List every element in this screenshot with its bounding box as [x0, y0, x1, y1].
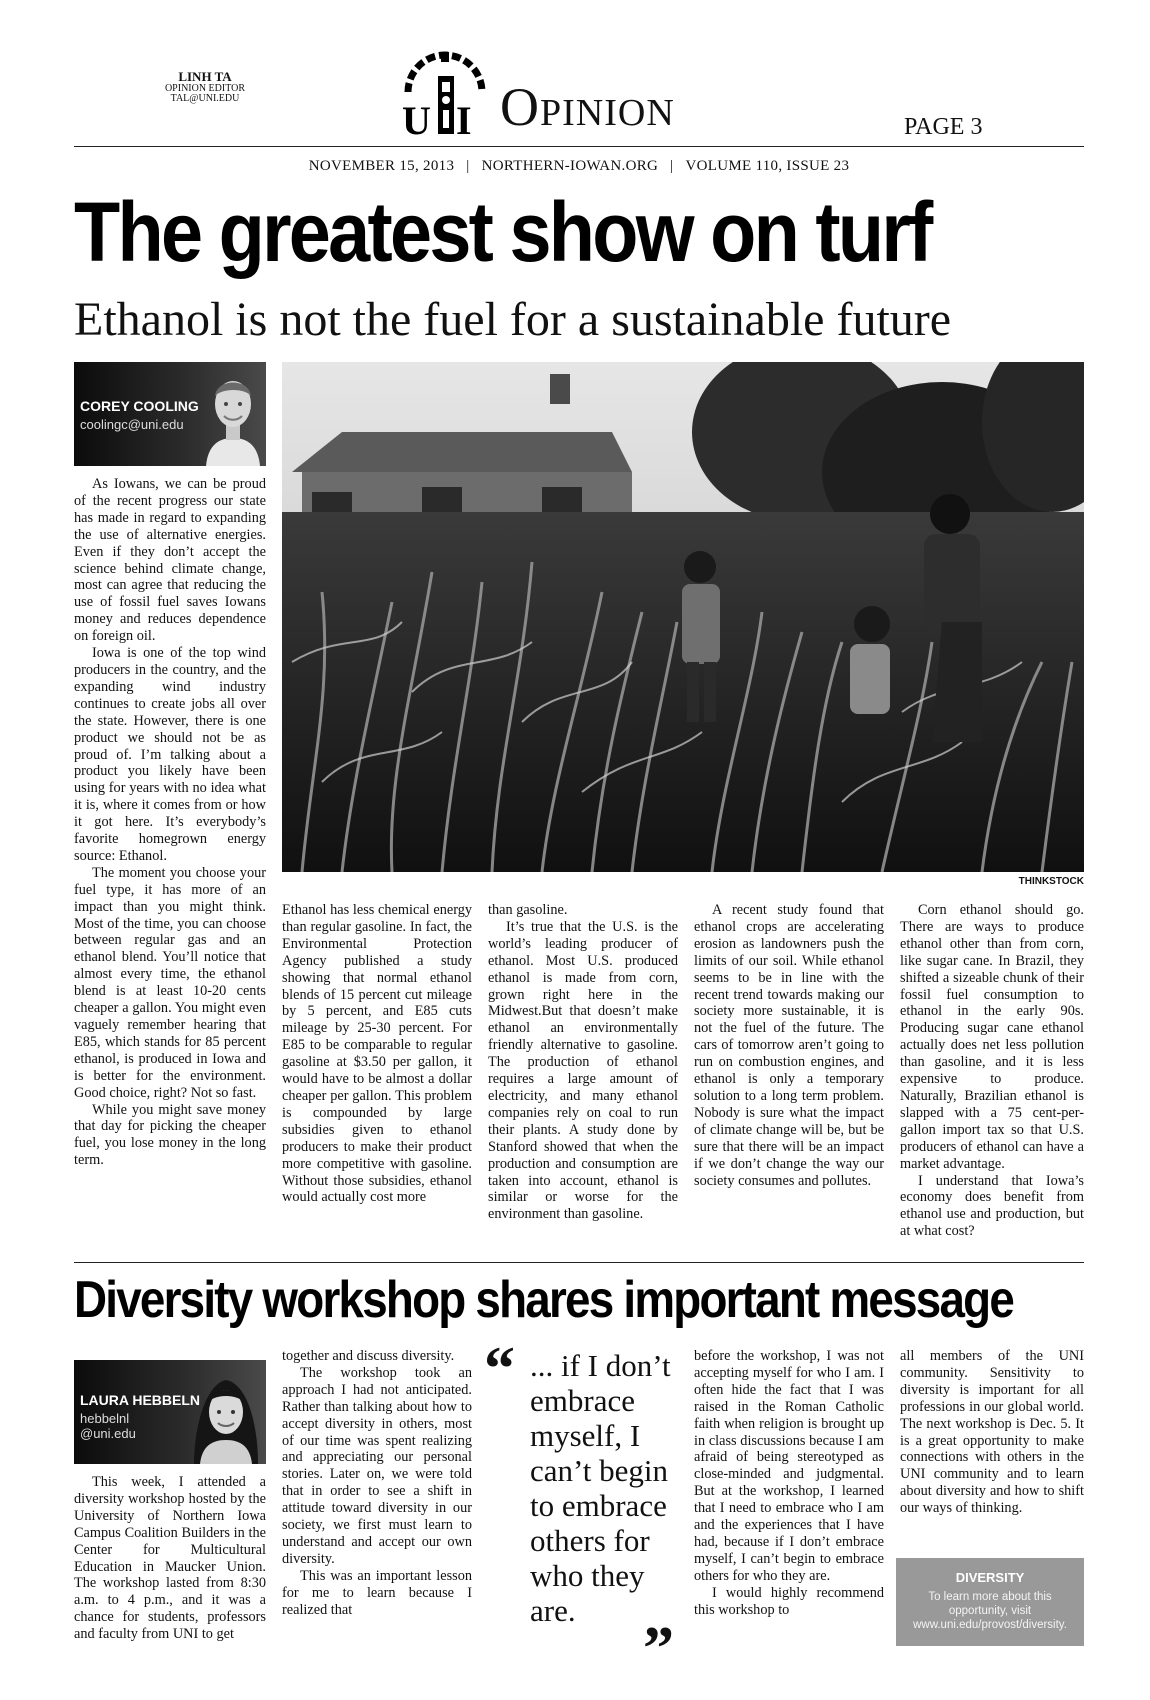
- subheadline: Ethanol is not the fuel for a sustainable future: [74, 293, 952, 346]
- author-photo: [202, 368, 264, 466]
- author-email[interactable]: @uni.edu: [80, 1426, 136, 1441]
- info-box: [896, 1558, 1084, 1646]
- issue-date: NOVEMBER 15, 2013: [308, 158, 455, 174]
- story2-column-2: [282, 1348, 472, 1619]
- photo-credit: THINKSTOCK: [1018, 876, 1084, 887]
- story-divider: [74, 1262, 1084, 1263]
- info-box-title: DIVERSITY: [955, 1570, 1025, 1585]
- paragraph: This week, I attended a diversity workshop hosted by the University of Northern Iowa Campus Coalition Builders in the Center for Multicultural Education in Maucker Union. The workshop lasted from 8:30 a.m. to 4 p.m., and it was a chance for students, professors and faculty from UNI to get: [74, 1474, 266, 1643]
- volume-issue: VOLUME 110, ISSUE 23: [685, 158, 850, 174]
- info-box-text[interactable]: To learn more about this opportunity, visit www.uni.edu/provost/diversity.: [913, 1591, 1067, 1631]
- story1-column-3: [488, 902, 678, 1223]
- pull-quote: [484, 1335, 674, 1683]
- dateline: [74, 158, 1084, 175]
- cornfield-photo: [282, 362, 1084, 872]
- paragraph: Corn ethanol should go. There are ways to produce ethanol other than from corn, like sugar cane. In Brazil, they shifted a sizeable chunk of their fossil fuel consumption to ethanol in the early 90s. Producing sugar cane ethanol actually does net less pollution than gasoline, and it is less expensive to produce. Naturally, Brazilian ethanol is slapped with a 75 cent-per-gallon import tax so that U.S. producers of ethanol can have a market advantage.: [900, 902, 1084, 1172]
- section-title: Opinion: [500, 77, 675, 137]
- svg-text:I: I: [456, 98, 472, 138]
- author-email[interactable]: coolingc@uni.edu: [80, 417, 184, 432]
- paragraph: than gasoline.: [488, 902, 568, 918]
- editor-title: OPINION EDITOR: [164, 82, 246, 94]
- page-number: PAGE 3: [904, 114, 983, 140]
- story2-column-1: [74, 1474, 266, 1643]
- masthead-rule: [74, 146, 1084, 147]
- paragraph: A recent study found that ethanol crops are accelerating erosion as landowners push the limits of our soil. While ethanol seems to be in line with the recent trend towards making our society more sustainable, it is not the fuel of the future. The cars of tomorrow aren’t going to run on combustion engines, and ethanol is only a temporary solution to a long term problem. Nobody is sure what the impact of climate change will be, but be sure that there will be an impact if we don’t change the way our society consumes and pollutes.: [694, 902, 884, 1189]
- paragraph: This was an important lesson for me to learn because I realized that: [282, 1567, 472, 1618]
- author-tag: [74, 362, 266, 466]
- uni-logo: [400, 48, 490, 138]
- author-email[interactable]: hebbelnl: [80, 1411, 130, 1426]
- paragraph: It’s true that the U.S. is the world’s leading producer of ethanol. Most U.S. produced ethanol is made from corn, grown right here in the Midwest.But that doesn’t make ethanol an environmentally friendly alternative to gasoline. The production of ethanol requires a large amount of electricity, and many ethanol companies rely on coal to run their plants. A study done by Stanford showed that when the production and consumption are taken into account, ethanol is similar or worse for the environment than gasoline.: [488, 918, 678, 1223]
- editor-email: TAL@UNI.EDU: [170, 93, 240, 105]
- paragraph: together and discuss diversity.: [282, 1348, 455, 1364]
- editor-credit: [150, 70, 260, 105]
- story1-column-4: [694, 902, 884, 1189]
- paragraph: Iowa is one of the top wind producers in the country, and the expanding wind industry continues to create jobs all over the state. However, there is one product we should not be as proud of. I’m talking about a product you likely have been using for years with no idea what it is, where it comes from or how it got here. It’s everybody’s favorite homegrown energy source: Ethanol.: [74, 645, 266, 864]
- paragraph: before the workshop, I was not accepting myself for who I am. I often hide the fact that I was raised in the Roman Catholic faith when religion is brought up in class discussions because I am afraid of being stereotyped as close-minded and judgmental. But at the workshop, I learned that I need to embrace who I am and the experiences that I have had, because if I don’t embrace myself, I can’t begin to embrace others for who they are.: [694, 1348, 884, 1584]
- website[interactable]: NORTHERN-IOWAN.ORG: [481, 158, 659, 174]
- paragraph: I would highly recommend this workshop to: [694, 1584, 884, 1618]
- author-name: COREY COOLING: [80, 398, 199, 414]
- campanile-icon: [400, 48, 490, 138]
- headline: The greatest show on turf: [74, 185, 931, 279]
- paragraph: While you might save money that day for picking the cheaper fuel, you lose money in the long term.: [74, 1101, 266, 1169]
- editor-name: LINH TA: [178, 69, 232, 84]
- paragraph: all members of the UNI community. Sensitivity to diversity is important for all professions in our global world. The next workshop is Dec. 5. It is a great opportunity to make connections with others in the UNI community and to learn about diversity and how to shift our ways of thinking.: [900, 1348, 1084, 1517]
- story2-column-4: [694, 1348, 884, 1619]
- paragraph: Ethanol has less chemical energy than regular gasoline. In fact, the Environmental Protection Agency published a study showing that normal ethanol blends of 15 percent cut mileage by 5 percent, and E85 cuts mileage by 25-30 percent. For E85 to be comparable to regular gasoline at $3.50 per gallon, it would have to be almost a dollar cheaper per gallon. This problem is compounded by large subsidies given to ethanol producers to make their product more competitive with gasoline. Without those subsidies, ethanol would actually cost more: [282, 902, 472, 1206]
- story1-column-2: [282, 902, 472, 1206]
- close-quote-mark: ”: [643, 1615, 674, 1683]
- pull-quote-text: ... if I don’t embrace myself, I can’t begin to embrace others for who they are.: [530, 1348, 671, 1628]
- paragraph: The moment you choose your fuel type, it has more of an impact than you might think. Most of the time, you can choose between regular gas and an ethanol blend. You’ll notice that almost every time, the ethanol blend is at least 10-20 cents cheaper a gallon. You might even vaguely remember hearing that E85, which stands for 85 percent ethanol, is produced in Iowa and is better for the environment. Good choice, right? Not so fast.: [74, 864, 266, 1101]
- author-name: LAURA HEBBELN: [80, 1392, 201, 1408]
- paragraph: I understand that Iowa’s economy does benefit from ethanol use and production, but at what cost?: [900, 1172, 1084, 1240]
- paragraph: As Iowans, we can be proud of the recent progress our state has made in regard to expanding the use of alternative energies. Even if they don’t accept the science behind climate change, most can agree that reducing the use of fossil fuel saves Iowans money and reduces dependence on foreign oil.: [74, 476, 266, 645]
- svg-text:U: U: [402, 98, 431, 138]
- separator: |: [466, 158, 470, 174]
- story1-column-5: [900, 902, 1084, 1240]
- author-tag: [74, 1360, 266, 1464]
- story1-column-1: [74, 476, 266, 1169]
- open-quote-mark: “: [484, 1335, 515, 1403]
- photo-illustration: [282, 362, 1084, 872]
- author-photo: [190, 1366, 262, 1464]
- separator: |: [670, 158, 674, 174]
- paragraph: The workshop took an approach I had not anticipated. Rather than talking about how to accept diversity in others, most of our time was spent realizing and appreciating our personal stories. Later on, we were told that in order to see a shift in attitude toward diversity in our society, we first must learn to understand and accept our own diversity.: [282, 1364, 472, 1567]
- headline: Diversity workshop shares important message: [74, 1271, 1014, 1329]
- story2-column-5: [900, 1348, 1084, 1517]
